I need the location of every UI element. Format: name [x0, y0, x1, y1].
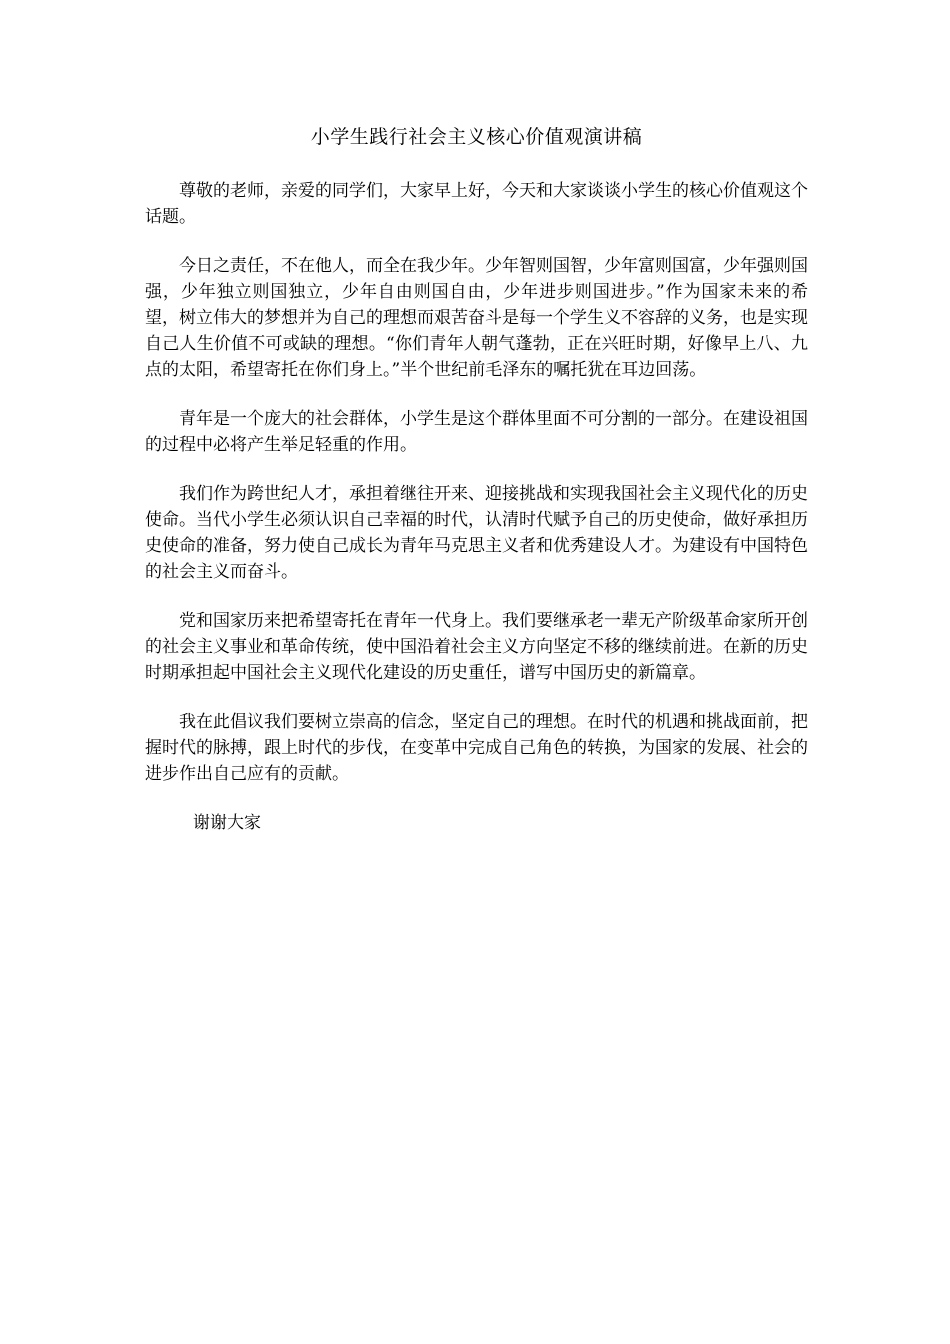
document-title: 小学生践行社会主义核心价值观演讲稿	[310, 126, 643, 148]
paragraph-party-hope: 党和国家历来把希望寄托在青年一代身上。我们要继承老一辈无产阶级革命家所开创的社会主义事业和革命传统，使中国沿着社会主义方向坚定不移的继续前进。在新的历史时期承担起中国社会主义现代化建设的历史重任，谱写中国历史的新篇章。	[145, 611, 808, 683]
paragraph-youth-responsibility: 今日之责任，不在他人，而全在我少年。少年智则国智，少年富则国富，少年强则国强，少年独立则国独立，少年自由则国自由，少年进步则国进步。”作为国家未来的希望，树立伟大的梦想并为自己的理想而艰苦奋斗是每一个学生义不容辞的义务，也是实现自己人生价值不可或缺的理想。“你们青年人朝气蓬勃，正在兴旺时期，好像早上八、九点的太阳，希望寄托在你们身上。”半个世纪前毛泽东的嘱托犹在耳边回荡。	[145, 256, 808, 380]
document-body	[145, 123, 808, 836]
paragraph-greeting: 尊敬的老师，亲爱的同学们，大家早上好，今天和大家谈谈小学生的核心价值观这个话题。	[145, 181, 808, 227]
paragraph-proposal: 我在此倡议我们要树立崇高的信念，坚定自己的理想。在时代的机遇和挑战面前，把握时代的脉搏，跟上时代的步伐，在变革中完成自己角色的转换，为国家的发展、社会的进步作出自己应有的贡献。	[145, 712, 808, 784]
closing-thanks: 谢谢大家	[193, 813, 261, 833]
paragraph-youth-group: 青年是一个庞大的社会群体，小学生是这个群体里面不可分割的一部分。在建设祖国的过程中必将产生举足轻重的作用。	[145, 409, 808, 455]
paragraph-historic-mission: 我们作为跨世纪人才，承担着继往开来、迎接挑战和实现我国社会主义现代化的历史使命。当代小学生必须认识自己幸福的时代，认清时代赋予自己的历史使命，做好承担历史使命的准备，努力使自己成长为青年马克思主义者和优秀建设人才。为建设有中国特色的社会主义而奋斗。	[145, 484, 808, 582]
